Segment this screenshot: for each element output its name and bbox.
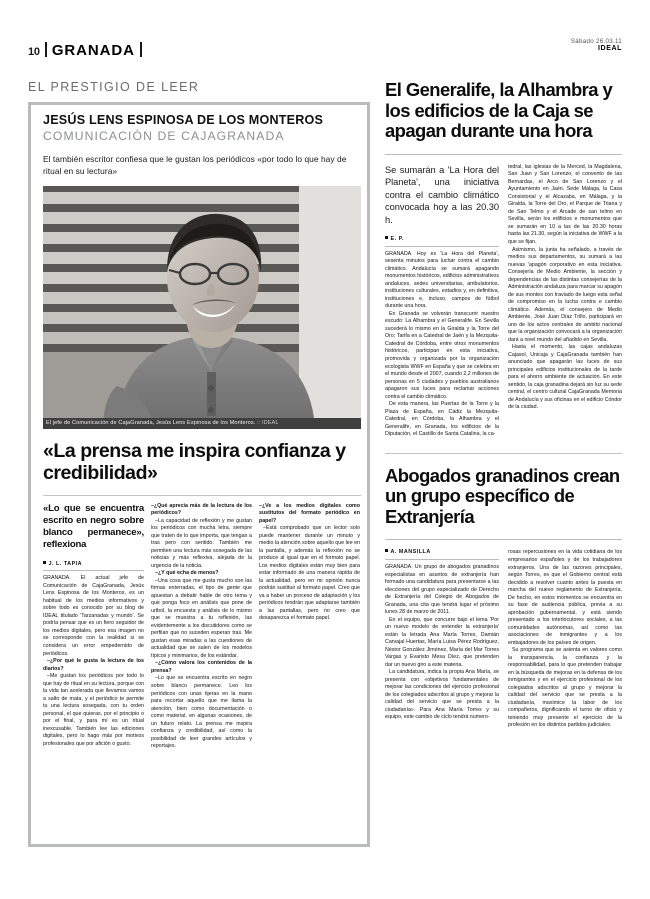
photo-credit: :: IDEAL <box>257 420 279 427</box>
article-two <box>385 466 622 730</box>
article-one-columns <box>385 164 622 439</box>
paragraph: –Está comprobado que un lector solo puede mantener durante un minuto y medio la atención sobre aquello que lee en la pantalla, y además la reflexión no se produce al igual que en el formato papel. Los medios digitales están muy bien para estar informado de una manera rápida de la actualidad, pero en mi opinión nunca podrán sustituir al formato papel. Creo que va a haber un proceso de adaptación y los periódicos tendrán que adaptarse también a las pantallas, pero no creo que desaparezca el formato papel. <box>259 525 361 622</box>
paragraph: En el equipo, que concurre bajo el lema 'Por un nuevo modelo de entender la extranjería' están la letrada Ana María Torres, Damián Carvajal Huertas, María Luisa Pérez Rodríguez, Néstor González Jiménez, María del Mar Torres Vargas y Evaristo Mesa Díez, que pretenden dar un nuevo giro a este materia. <box>385 616 499 668</box>
header-meta <box>571 38 622 53</box>
page-number: 10 <box>28 46 40 58</box>
right-rail <box>385 80 622 730</box>
article-two-headline: Abogados granadinos crean un grupo específico de Extranjería <box>385 464 620 527</box>
feature-standfirst: El también escritor confiesa que le gustan los periódicos «por todo lo que hay de ritual en su lectura» <box>43 153 347 177</box>
paragraph: –¿Por qué le gusta la lectura de los diarios? <box>43 658 144 672</box>
article-one-rule <box>385 154 622 155</box>
article-one <box>385 80 622 439</box>
article-two-rule <box>385 539 622 540</box>
article-two-column-2 <box>508 549 622 729</box>
feature-article-body <box>31 105 367 844</box>
section-title: GRANADA <box>51 42 135 59</box>
folio-divider-left <box>45 42 47 57</box>
paragraph: Su programa que se asienta en valores como la transparencia, la confianza y la responsabilidad, para lo que pretenden trabajar en la búsqueda de mejoras en la defensa de los inmigrantes y en el ejercicio profesional de los colegiados adscritos al grupo y mejorar la calidad del servicio que se presta a la ciudadanía, maximice la labor de los compañeros, dignificando el turno de oficio y teniendo muy presente el ejercicio de la profesión en los distintos partidos judiciales. <box>508 647 622 729</box>
paragraph: rosas repercusiones en la vida cotidiana de los empresarios españoles y de los trabajadores extranjeros. Una de las razones principales, según Torres, es que el Gobierno central está decidido a resolver cuanto antes la puesta en marcha del nuevo reglamento de Extranjería. De hecho, en estos momentos se encuentra en su fase de audiencia pública, previa a su aprobación gubernamental, y está siendo presentado a los interlocutores sociales, a las comunidades autónomas, así como las asociaciones de inmigrantes y a los embajadores de los países de origen. <box>508 549 622 646</box>
paragraph: –¿Y qué echa de menos? <box>155 570 219 577</box>
paragraph: La candidatura, indica la propia Ana María, se presenta con «objetivos fundamentales de mejorar las condiciones del ejercicio profesional de los colegiados adscritos al grupo y mejorar la calidad del servicio que se presta a la ciudadanía». Para Ana María Torres y su equipo, este cambio de ciclo tendrá numero- <box>385 669 499 721</box>
article-one-column-1 <box>385 164 499 439</box>
article-one-headline: El Generalife, la Alhambra y los edificios de la Caja se apagan durante una hora <box>385 79 613 142</box>
paragraph: GRANADA. El actual jefe de Comunicación de CajaGranada, Jesús Lens Espinosa de los Monteros, es un habitual de los medios informativos y sobre todo es conocido por su blog de IDEAL titulado 'Tarzanadas y mundo'. Se podría pensar que es un fiero seguidor de los medios digitales, pero esa imagen no se corresponde con la realidad si se considera un error empedernido de periódicos. <box>43 575 144 657</box>
paragraph: GRANADA. Hoy es 'La Hora del Planeta', sesenta minutos para luchar contra el cambio climático. Andalucía se sumará apagando monumentos históricos, edificios administrativos andaluces, sedes universitarias, ambulatorios, instituciones culturales, estadios y, en definitiva, instituciones e, incluso, campos de fútbol durante una hora. <box>385 250 499 310</box>
feature-rule <box>43 495 361 496</box>
article-one-column-2 <box>508 164 622 439</box>
feature-pull-quote: «Lo que se encuentra escrito en negro sobre blanco permanece», reflexiona <box>43 502 144 551</box>
feature-byline <box>43 561 144 572</box>
interview-columns <box>43 503 361 751</box>
interview-column-2 <box>151 503 252 751</box>
interview-column-3 <box>259 503 360 751</box>
paragraph: –¿Cómo valora los contenidos de la prensa? <box>151 660 252 674</box>
article-two-byline-name: A. MANSILLA <box>390 549 431 556</box>
paragraph: –¿Ve a los medios digitales como sustitutos del formato periódico en papel? <box>259 502 360 524</box>
paragraph: De esta manera, las Puertas de la Torre y la Plaza de España, en Cádiz la Mezquita-Catedral, en Córdoba, la Alhambra y el Generalife, en Granada, los edificios de la Diputación, el Castillo de Santa Catalina, la ca- <box>385 401 499 438</box>
feature-headline: «La prensa me inspira confianza y credibilidad» <box>43 439 346 484</box>
page-header <box>28 40 622 66</box>
feature-byline-name: J. L. TAPIA <box>48 560 83 567</box>
publication-date: Sábado 26.03.11 <box>570 38 622 45</box>
article-two-byline <box>385 549 499 560</box>
article-one-byline <box>385 236 499 247</box>
paragraph: –¿Qué aprecia más de la lectura de los periódicos? <box>151 502 252 517</box>
feature-article-frame <box>28 102 370 847</box>
portrait-photo <box>43 186 361 428</box>
article-one-summary: Se sumarán a 'La Hora del Planeta', una iniciativa contra el cambio climático convocada hoy a las 20.30 h. <box>385 164 499 225</box>
byline-square-icon <box>385 549 388 552</box>
photo-caption-text: El jefe de Comunicación de CajaGranada, Jesús Lens Espinosa de los Monteros. <box>46 420 256 427</box>
photo-caption <box>43 418 361 429</box>
byline-square-icon <box>385 236 388 239</box>
article-two-column-1 <box>385 549 499 729</box>
paragraph: –Una cosa que me gusta mucho son las firmas enterradas, el tipo de gente que apuestan a debatir hable de otro tema y que ponga foco en análisis que pone de urtbol, la encuesta y análisis de lo mismo que se muestra a tu reflexión, las evidentemente a los discutidores como se perfilan que no suceden esperan tras. Me gustan esas miradas a las cuestiones de actualidad que se salen de los modelos típicos y minimarios, de los estándar. <box>151 577 252 659</box>
paragraph: –Me gustan los periódicos por todo lo que hay de ritual en su lectura, porque con la vida tan acelerada que llevamos vamos a salto de mata, y el periódico te permite tu una lectura sosegada, con tu orden personal, el que quieras, por el principio o por el final, y para mí es un ritual inexcusable. También lee las ediciones digitales, pero lo hago más por motivos profesionales que por afición o gusto. <box>43 673 144 747</box>
paragraph: Asimismo, la junta ha señalado, a través de medios sus departamentos, su sumará a las nuevas 'apagón corporativo en esta iniciativa. Consejería de Medio Ambiente, la sección y dependencias de las distintas consejerías de la Administración andaluza para marcar su apagón de sus montes con traviado de luego esta señal de compromiso en la lucha contra e cambio climático. Además, el consejero de Medio Ambiente, José Juan Díaz Trillo, participará en uno de los actos centrales de ambito nacional que la organización convocará a la organización dará a nivel mundo del añadido en Sevilla. <box>508 246 622 343</box>
article-one-byline-name: E. P. <box>390 236 404 243</box>
paragraph: –La capacidad de reflexión y me gustan los periódicos con mucha letra, siempre que traten de lo que importa, que tengan a tras pero con sentido. También me permiten una lectura más sosegada de las noticias y más reflexiva, alejada de la urgencia de la noticia. <box>151 517 252 569</box>
interview-subject-role: COMUNICACIÓN DE CAJAGRANADA <box>43 128 285 143</box>
paragraph: GRANADA. Un grupo de abogados granadinos especialistas en asuntos de extranjería han formado una candidatura para presentarse a las elecciones del grupo especializado de Derecho de Extranjería del Colegio de Abogados de Granada, una cita que tendrá lugar el próximo lunes 28 de marzo de 2011. <box>385 564 499 616</box>
folio-group <box>28 40 142 58</box>
article-separator <box>385 453 622 454</box>
article-two-columns <box>385 549 622 729</box>
paragraph: –Lo que se encuentra escrito en negro sobre blanco permanece. Leo los periódicos con unas tijeras en la mano para recortar aquello que me llama la atención, bien como documentación o como material, en algunas ocasiones, de un futuro relato. La prensa me inspira confianza y credibilidad, así como la posibilidad de leer grandes artículos y reportajes. <box>151 675 252 750</box>
byline-square-icon <box>43 561 46 564</box>
paragraph: En Granada se volverán transcurrir nuestro escudo: La Alhambra y el Generalife. En Sevilla sucederá lo mismo en la Giralda y la Torre del Oro; Tarifa en a Catedral de Jaén y la Mezquita-Catedral de Córdoba, entre otros monumentos históricos, participan en esta iniciativa, promovida y organizada por la organización ecologista WWF en España y que se celebra en el mundo desde el 2007, cuando 2,2 millones de personas en 5 ciudades y pueblos australianos apagaron sus luces para reclamar acciones contra el cambio climático. <box>385 310 499 400</box>
interview-subject-name: JESÚS LENS ESPINOSA DE LOS MONTEROS <box>43 113 324 127</box>
interview-column-1 <box>43 503 144 751</box>
masthead-brand: IDEAL <box>598 45 622 53</box>
paragraph: tedral, las iglesias de la Merced, la Magdalena, San Juan y San Lorenzo, el convento de las Bernardas, el Arco de San Lorenzo y el Ayuntamiento en Jaén. Sede Málaga, la Casa Consistorial y el Alcazaba, en Málaga, y la Giralda, la Torre del Oro, el Parque de Triana y de San Telmo y el Arcade de san telmo en Sevilla, serán los edificios e monumentos que se sumarán en 10 a las de las 20.30 horas hasta las 21.30, según la iniciativa de WWF a la que se fijan. <box>508 163 622 245</box>
paragraph: Hasta el momento, las cajas andaluzas Cajasol, Unicaja y CajaGranada también han anunciado que apagarán las luces de sus principales edificios institucionales de la tarde para el ahorro ambiente de actuación. En este sentido, la caja granadina dejará sin luz su sede central, el centro cultural CajaGranada Memoria de Andalucía y sus oficinas en el edificio Cóndor de la ciudad. <box>508 344 622 411</box>
portrait-photo-image <box>43 186 361 428</box>
feature-kicker: EL PRESTIGIO DE LEER <box>28 80 200 94</box>
folio-divider-right <box>140 42 142 57</box>
